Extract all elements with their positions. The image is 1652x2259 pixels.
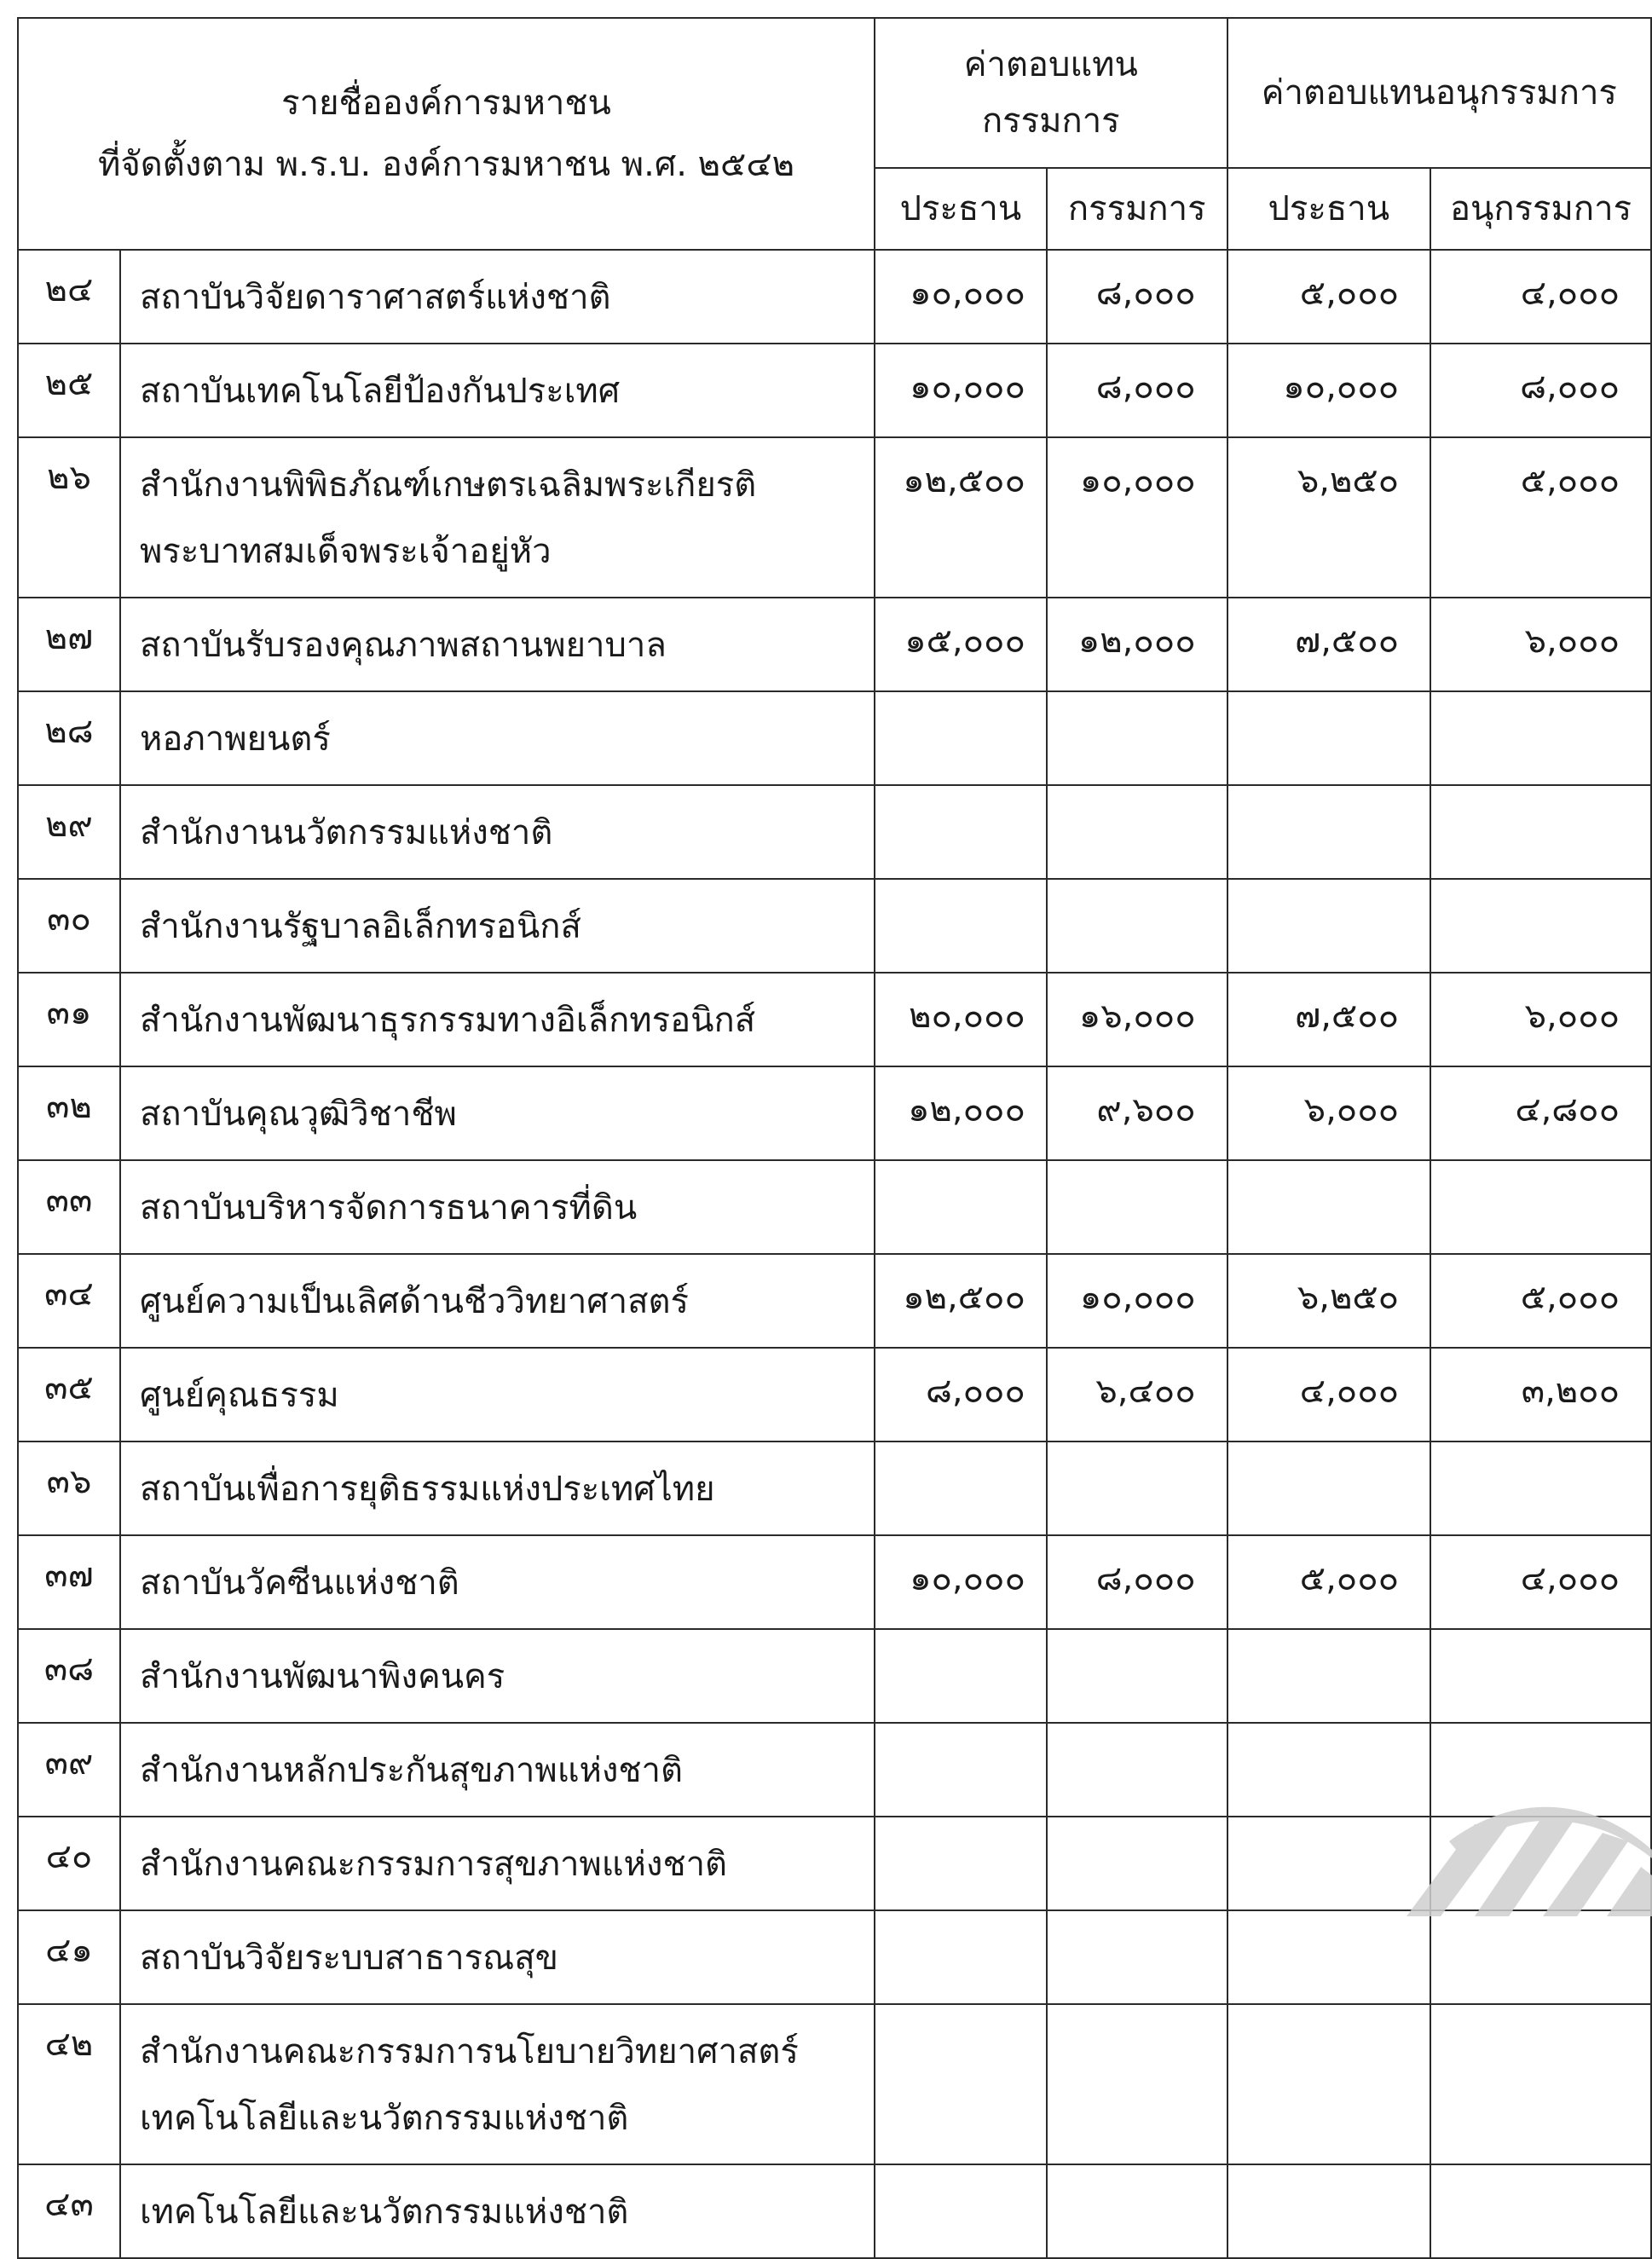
member-amount: ๑๖,๐๐๐ — [1047, 973, 1227, 1066]
chair-amount — [875, 691, 1047, 785]
org-name — [120, 1723, 875, 1817]
sub-member-amount: ๘,๐๐๐ — [1430, 344, 1651, 437]
member-amount: ๘,๐๐๐ — [1047, 1535, 1227, 1629]
chair-amount: ๑๐,๐๐๐ — [875, 1535, 1047, 1629]
sub-chair-amount: ๗,๕๐๐ — [1227, 598, 1430, 691]
org-name-line: ศูนย์ความเป็นเลิศด้านชีววิทยาศาสตร์ — [139, 1282, 690, 1321]
org-name — [120, 1629, 875, 1723]
member-amount: ๘,๐๐๐ — [1047, 344, 1227, 437]
table-body — [18, 250, 1651, 2258]
member-amount: ๙,๖๐๐ — [1047, 1066, 1227, 1160]
sub-member-amount: ๕,๐๐๐ — [1430, 1254, 1651, 1348]
sub-chair-amount — [1227, 1629, 1430, 1723]
table-row — [18, 1723, 1651, 1817]
sub-chair-amount — [1227, 2164, 1430, 2258]
table-row — [18, 250, 1651, 344]
row-number: ๒๖ — [18, 437, 120, 598]
org-name-line: สำนักงานคณะกรรมการนโยบายวิทยาศาสตร์ — [139, 2032, 799, 2071]
col-header-sub-member: อนุกรรมการ — [1430, 168, 1651, 250]
org-name — [120, 1910, 875, 2004]
chair-amount — [875, 1723, 1047, 1817]
org-name-line: สถาบันเพื่อการยุติธรรมแห่งประเทศไทย — [139, 1470, 715, 1509]
org-name — [120, 437, 875, 598]
col-header-chair: ประธาน — [875, 168, 1047, 250]
sub-chair-amount — [1227, 1160, 1430, 1254]
org-name-line: เทคโนโลยีและนวัตกรรมแห่งชาติ — [139, 2193, 629, 2232]
row-number: ๔๐ — [18, 1817, 120, 1910]
row-number: ๓๗ — [18, 1535, 120, 1629]
org-name-line: สถาบันรับรองคุณภาพสถานพยาบาล — [139, 626, 667, 665]
sub-member-amount — [1430, 1910, 1651, 2004]
org-name-line: พระบาทสมเด็จพระเจ้าอยู่หัว — [139, 532, 552, 571]
table-row — [18, 1629, 1651, 1723]
chair-amount: ๑๒,๕๐๐ — [875, 437, 1047, 598]
chair-amount — [875, 1910, 1047, 2004]
row-number: ๔๒ — [18, 2004, 120, 2164]
org-name-line: สถาบันคุณวุฒิวิชาชีพ — [139, 1095, 457, 1134]
member-amount — [1047, 2164, 1227, 2258]
board-compensation-header-line1: ค่าตอบแทน — [963, 45, 1138, 84]
table-row — [18, 344, 1651, 437]
member-amount — [1047, 1817, 1227, 1910]
sub-member-amount: ๔,๐๐๐ — [1430, 250, 1651, 344]
sub-member-amount: ๓,๒๐๐ — [1430, 1348, 1651, 1441]
sub-member-amount: ๔,๐๐๐ — [1430, 1535, 1651, 1629]
org-name — [120, 1160, 875, 1254]
member-amount: ๑๐,๐๐๐ — [1047, 437, 1227, 598]
chair-amount: ๒๐,๐๐๐ — [875, 973, 1047, 1066]
org-name-line: สถาบันบริหารจัดการธนาคารที่ดิน — [139, 1188, 638, 1228]
org-list-header-line1: รายชื่อองค์การมหาชน — [281, 84, 611, 123]
table-row — [18, 785, 1651, 879]
member-amount: ๖,๔๐๐ — [1047, 1348, 1227, 1441]
sub-member-amount — [1430, 1817, 1651, 1910]
sub-chair-amount — [1227, 1817, 1430, 1910]
chair-amount — [875, 2004, 1047, 2164]
row-number: ๓๒ — [18, 1066, 120, 1160]
member-amount: ๑๒,๐๐๐ — [1047, 598, 1227, 691]
col-header-member: กรรมการ — [1047, 168, 1227, 250]
org-name — [120, 1817, 875, 1910]
row-number: ๓๙ — [18, 1723, 120, 1817]
org-name-line: สถาบันเทคโนโลยีป้องกันประเทศ — [139, 372, 621, 411]
table-row — [18, 1910, 1651, 2004]
org-name-line: หอภาพยนตร์ — [139, 719, 331, 759]
sub-member-amount: ๕,๐๐๐ — [1430, 437, 1651, 598]
row-number: ๓๓ — [18, 1160, 120, 1254]
member-amount — [1047, 1910, 1227, 2004]
table-row — [18, 2164, 1651, 2258]
org-name — [120, 598, 875, 691]
chair-amount: ๑๒,๐๐๐ — [875, 1066, 1047, 1160]
sub-chair-amount — [1227, 1441, 1430, 1535]
chair-amount — [875, 2164, 1047, 2258]
sub-chair-amount — [1227, 1723, 1430, 1817]
board-compensation-header — [875, 18, 1227, 168]
chair-amount — [875, 1629, 1047, 1723]
org-name-line: สำนักงานหลักประกันสุขภาพแห่งชาติ — [139, 1751, 683, 1790]
org-name-line: สำนักงานพิพิธภัณฑ์เกษตรเฉลิมพระเกียรติ — [139, 465, 757, 505]
org-name — [120, 2004, 875, 2164]
sub-member-amount — [1430, 1629, 1651, 1723]
org-name — [120, 1348, 875, 1441]
chair-amount — [875, 785, 1047, 879]
sub-chair-amount: ๗,๕๐๐ — [1227, 973, 1430, 1066]
col-header-sub-chair: ประธาน — [1227, 168, 1430, 250]
table-row — [18, 1066, 1651, 1160]
org-name — [120, 785, 875, 879]
sub-chair-amount — [1227, 1910, 1430, 2004]
org-name-line: สำนักงานคณะกรรมการสุขภาพแห่งชาติ — [139, 1845, 728, 1884]
sub-chair-amount — [1227, 879, 1430, 973]
table-row — [18, 2004, 1651, 2164]
sub-member-amount — [1430, 1441, 1651, 1535]
row-number: ๔๑ — [18, 1910, 120, 2004]
member-amount: ๑๐,๐๐๐ — [1047, 1254, 1227, 1348]
sub-chair-amount: ๖,๒๕๐ — [1227, 437, 1430, 598]
org-list-header-line2: ที่จัดตั้งตาม พ.ร.บ. องค์การมหาชน พ.ศ. ๒๕๔๒ — [97, 145, 794, 184]
member-amount — [1047, 2004, 1227, 2164]
org-name — [120, 1441, 875, 1535]
org-name — [120, 691, 875, 785]
table-row — [18, 879, 1651, 973]
sub-member-amount: ๖,๐๐๐ — [1430, 598, 1651, 691]
row-number: ๒๔ — [18, 250, 120, 344]
table-row — [18, 1441, 1651, 1535]
sub-member-amount — [1430, 1160, 1651, 1254]
member-amount: ๘,๐๐๐ — [1047, 250, 1227, 344]
org-list-header — [18, 18, 875, 250]
sub-member-amount — [1430, 785, 1651, 879]
row-number: ๒๙ — [18, 785, 120, 879]
sub-chair-amount — [1227, 785, 1430, 879]
chair-amount: ๑๒,๕๐๐ — [875, 1254, 1047, 1348]
row-number: ๒๘ — [18, 691, 120, 785]
sub-chair-amount: ๖,๐๐๐ — [1227, 1066, 1430, 1160]
member-amount — [1047, 785, 1227, 879]
chair-amount — [875, 879, 1047, 973]
sub-member-amount — [1430, 1723, 1651, 1817]
org-name — [120, 1254, 875, 1348]
board-compensation-header-line2: กรรมการ — [981, 101, 1120, 141]
compensation-table — [17, 17, 1652, 2259]
table-row — [18, 691, 1651, 785]
row-number: ๓๖ — [18, 1441, 120, 1535]
sub-member-amount: ๔,๘๐๐ — [1430, 1066, 1651, 1160]
org-name-line: สถาบันวัคซีนแห่งชาติ — [139, 1563, 459, 1603]
org-name-line: สถาบันวิจัยดาราศาสตร์แห่งชาติ — [139, 278, 611, 317]
row-number: ๓๘ — [18, 1629, 120, 1723]
sub-member-amount — [1430, 691, 1651, 785]
member-amount — [1047, 1629, 1227, 1723]
member-amount — [1047, 1723, 1227, 1817]
chair-amount: ๘,๐๐๐ — [875, 1348, 1047, 1441]
sub-chair-amount: ๑๐,๐๐๐ — [1227, 344, 1430, 437]
subcommittee-compensation-header: ค่าตอบแทนอนุกรรมการ — [1227, 18, 1651, 168]
org-name — [120, 2164, 875, 2258]
sub-member-amount — [1430, 2164, 1651, 2258]
org-name-line: สำนักงานรัฐบาลอิเล็กทรอนิกส์ — [139, 907, 581, 946]
chair-amount: ๑๐,๐๐๐ — [875, 250, 1047, 344]
row-number: ๔๓ — [18, 2164, 120, 2258]
chair-amount — [875, 1160, 1047, 1254]
sub-chair-amount: ๖,๒๕๐ — [1227, 1254, 1430, 1348]
chair-amount: ๑๕,๐๐๐ — [875, 598, 1047, 691]
member-amount — [1047, 879, 1227, 973]
row-number: ๓๕ — [18, 1348, 120, 1441]
org-name-line: สำนักงานนวัตกรรมแห่งชาติ — [139, 813, 553, 852]
chair-amount — [875, 1441, 1047, 1535]
sub-chair-amount: ๔,๐๐๐ — [1227, 1348, 1430, 1441]
member-amount — [1047, 1441, 1227, 1535]
org-name — [120, 344, 875, 437]
sub-member-amount — [1430, 879, 1651, 973]
row-number: ๓๑ — [18, 973, 120, 1066]
sub-chair-amount: ๕,๐๐๐ — [1227, 250, 1430, 344]
member-amount — [1047, 1160, 1227, 1254]
chair-amount: ๑๐,๐๐๐ — [875, 344, 1047, 437]
table-row — [18, 973, 1651, 1066]
row-number: ๓๐ — [18, 879, 120, 973]
org-name — [120, 1535, 875, 1629]
row-number: ๒๗ — [18, 598, 120, 691]
sub-chair-amount — [1227, 2004, 1430, 2164]
sub-chair-amount: ๕,๐๐๐ — [1227, 1535, 1430, 1629]
org-name — [120, 973, 875, 1066]
sub-member-amount — [1430, 2004, 1651, 2164]
sub-chair-amount — [1227, 691, 1430, 785]
row-number: ๒๕ — [18, 344, 120, 437]
member-amount — [1047, 691, 1227, 785]
org-name-line: สถาบันวิจัยระบบสาธารณสุข — [139, 1938, 558, 1978]
org-name — [120, 879, 875, 973]
table-row — [18, 437, 1651, 598]
sub-member-amount: ๖,๐๐๐ — [1430, 973, 1651, 1066]
table-row — [18, 598, 1651, 691]
org-name-line: ศูนย์คุณธรรม — [139, 1376, 339, 1415]
table-row — [18, 1160, 1651, 1254]
table-row — [18, 1535, 1651, 1629]
table-row — [18, 1254, 1651, 1348]
chair-amount — [875, 1817, 1047, 1910]
table-row — [18, 1348, 1651, 1441]
org-name — [120, 1066, 875, 1160]
org-name-line: เทคโนโลยีและนวัตกรรมแห่งชาติ — [139, 2099, 629, 2138]
table-row — [18, 1817, 1651, 1910]
row-number: ๓๔ — [18, 1254, 120, 1348]
org-name-line: สำนักงานพัฒนาธุรกรรมทางอิเล็กทรอนิกส์ — [139, 1001, 756, 1040]
org-name-line: สำนักงานพัฒนาพิงคนคร — [139, 1657, 505, 1696]
org-name — [120, 250, 875, 344]
